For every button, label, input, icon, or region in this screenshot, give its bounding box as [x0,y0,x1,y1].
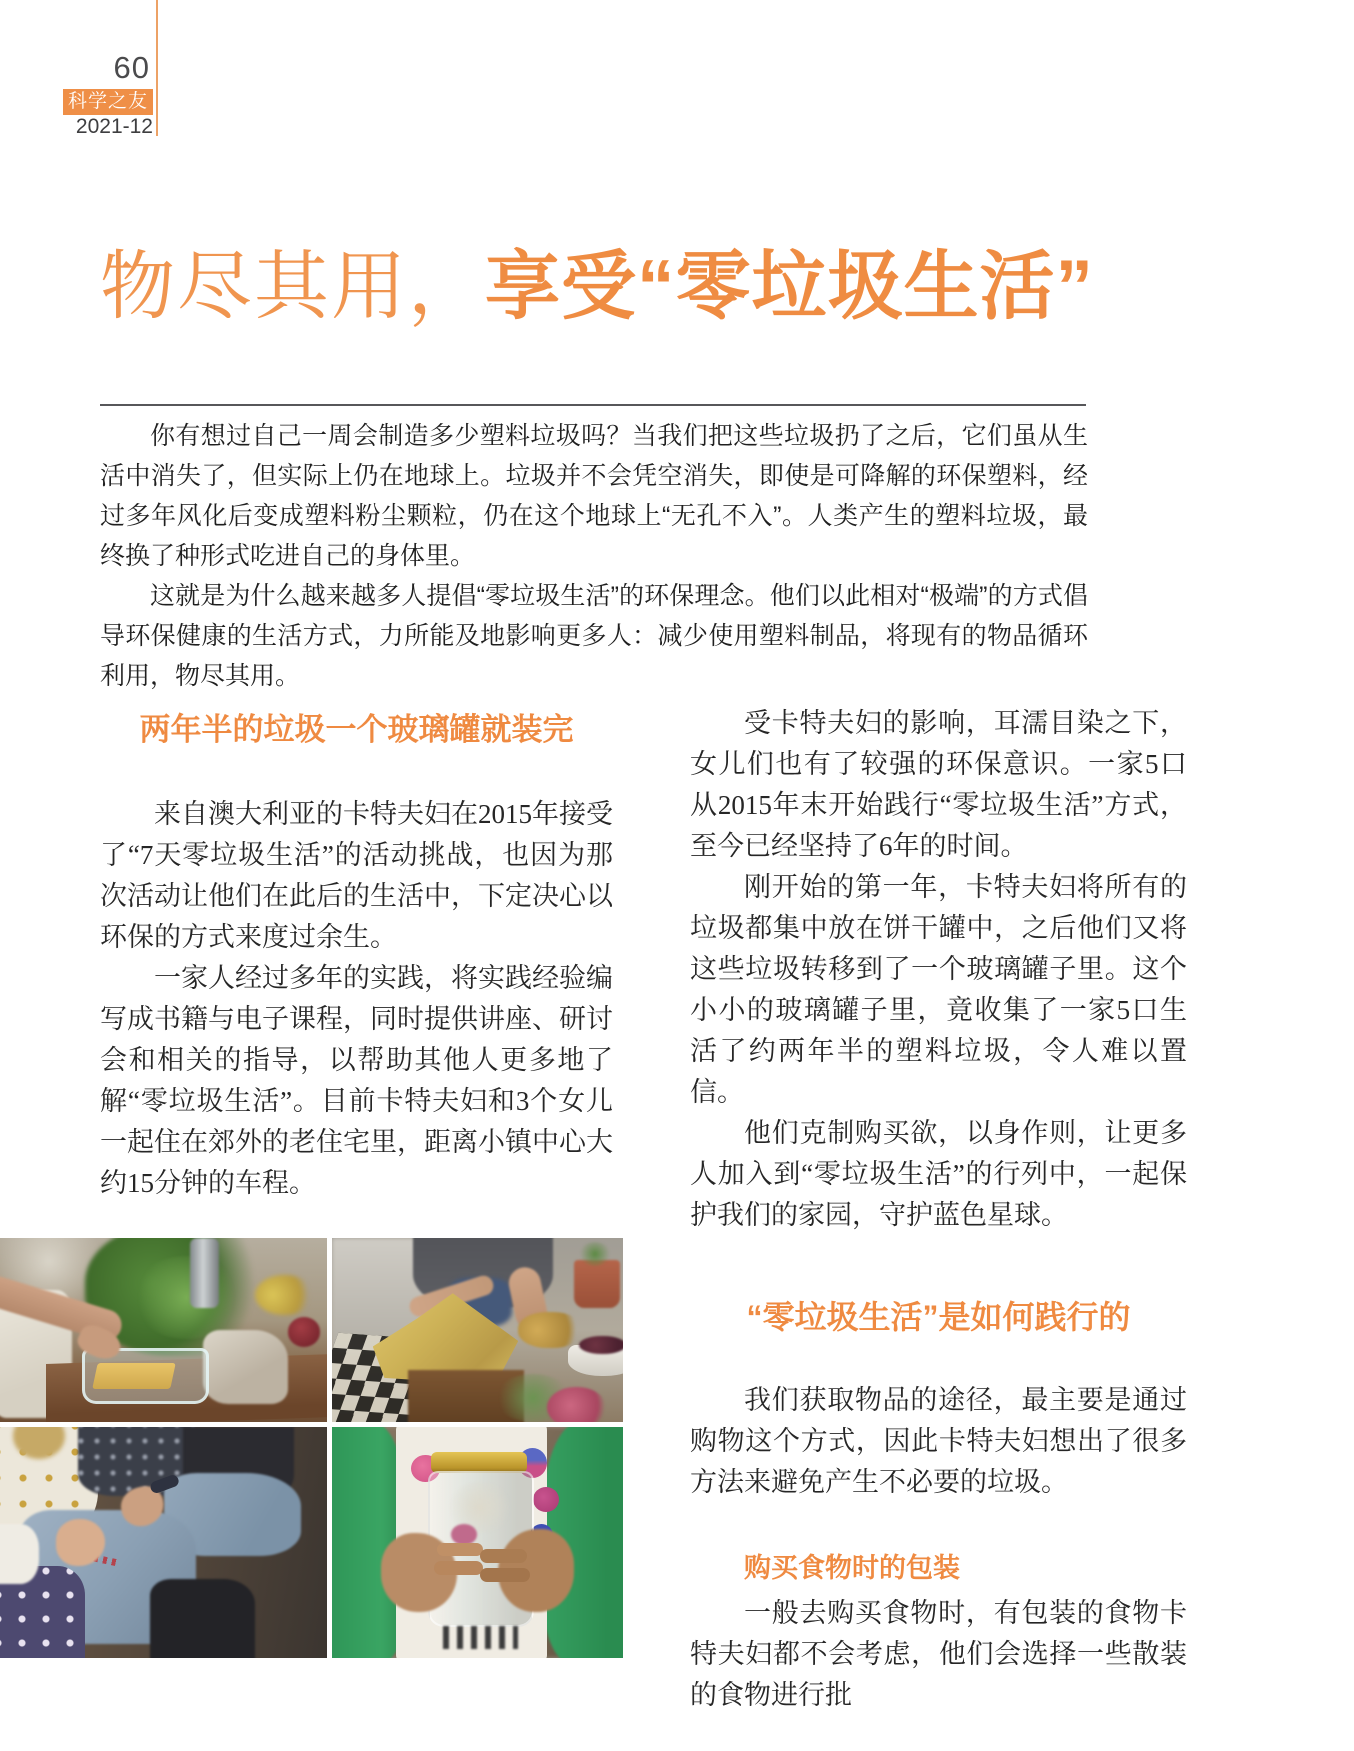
finger [480,1549,527,1563]
issue-date: 2021-12 [75,115,153,138]
red-apple [288,1317,321,1346]
section-heading-how-practiced: “零垃圾生活”是如何践行的 [746,1299,1131,1335]
section-heading-glass-jar: 两年半的垃圾一个玻璃罐就装完 [139,712,574,747]
yellow-fruit [255,1275,314,1315]
subsection-heading-food-packaging: 购买食物时的包装 [744,1553,960,1583]
white-sleeve [0,1524,39,1584]
intro-paragraph: 这就是为什么越来越多人提倡“零垃圾生活”的环保理念。他们以此相对“极端”的方式倡导环保健康的生活方式，力所能及地影响更多人：减少使用塑料制品，将现有的物品循环利用，物尽其用。 [100,582,1088,690]
finger [437,1543,484,1557]
left-column [100,712,613,1204]
article-title-light: 物尽其用， [100,244,486,328]
pot-plant [579,1242,611,1266]
magazine-name-badge: 科学之友 [63,89,153,115]
finger [434,1561,483,1575]
body-paragraph: 我们获取物品的途径，最主要是通过购物这个方式，因此卡特夫妇想出了很多方法来避免产生不必要的垃圾。 [690,1385,1187,1497]
child-hand [56,1519,105,1565]
photo-beeswax-wrap [332,1238,623,1422]
tshirt-graphic [443,1626,519,1649]
jar-contents-pink-scrap [451,1524,477,1545]
pears-cluster [518,1312,582,1349]
basil-greens-light [131,1256,242,1339]
cheese-block [92,1363,176,1389]
printed-tea-towel [203,1330,288,1404]
terracotta-pot [574,1260,621,1308]
radish-bunch [547,1387,605,1422]
body-paragraph: 一家人经过多年的实践，将实践经验编写成书籍与电子课程，同时提供讲座、研讨会和相关的指导，以帮助其他人更多地了解“零垃圾生活”。目前卡特夫妇和3个女儿一起住在郊外的老住宅里，距离小镇中心大约15分钟的车程。 [100,963,613,1198]
photo-cheese-glass-dish [0,1238,327,1422]
article-title [100,236,1110,336]
intro-block [100,416,1088,696]
body-paragraph: 一般去购买食物时，有包装的食物卡特夫妇都不会考虑，他们会选择一些散装的食物进行批 [690,1598,1187,1710]
black-skirt [150,1579,255,1658]
page-number: 60 [113,50,150,85]
right-column [690,703,1187,1716]
masthead-vertical-rule [156,0,158,136]
photo-mending-jeans [0,1427,327,1658]
body-paragraph: 他们克制购买欲，以身作则，让更多人加入到“零垃圾生活”的行列中，一起保护我们的家园，守护蓝色星球。 [690,1118,1187,1230]
body-paragraph: 来自澳大利亚的卡特夫妇在2015年接受了“7天零垃圾生活”的活动挑战，也因为那次活动让他们在此后的生活中，下定决心以环保的方式来度过余生。 [100,799,613,952]
article-title-bold: 享受“零垃圾生活” [485,244,1095,328]
title-divider-rule [100,404,1086,406]
photo-glass-jar-waste [332,1427,623,1658]
body-paragraph: 受卡特夫妇的影响，耳濡目染之下，女儿们也有了较强的环保意识。一家5口从2015年末开始践行“零垃圾生活”方式，至今已经坚持了6年的时间。 [690,708,1187,861]
plums-in-bowl [579,1336,623,1354]
body-paragraph: 刚开始的第一年，卡特夫妇将所有的垃圾都集中放在饼干罐中，之后他们又将这些垃圾转移到了一个玻璃罐子里。这个小小的玻璃罐子里，竟收集了一家5口生活了约两年半的塑料垃圾，令人难以置信。 [690,872,1187,1107]
steel-flask [190,1238,219,1308]
finger [480,1568,529,1582]
intro-paragraph: 你有想过自己一周会制造多少塑料垃圾吗？当我们把这些垃圾扔了之后，它们虽从生活中消失了，但实际上仍在地球上。垃圾并不会凭空消失，即使是可降解的环保塑料，经过多年风化后变成塑料粉尘颗粒，仍在这个地球上“无孔不入”。人类产生的塑料垃圾，最终换了种形式吃进自己的身体里。 [100,422,1088,570]
